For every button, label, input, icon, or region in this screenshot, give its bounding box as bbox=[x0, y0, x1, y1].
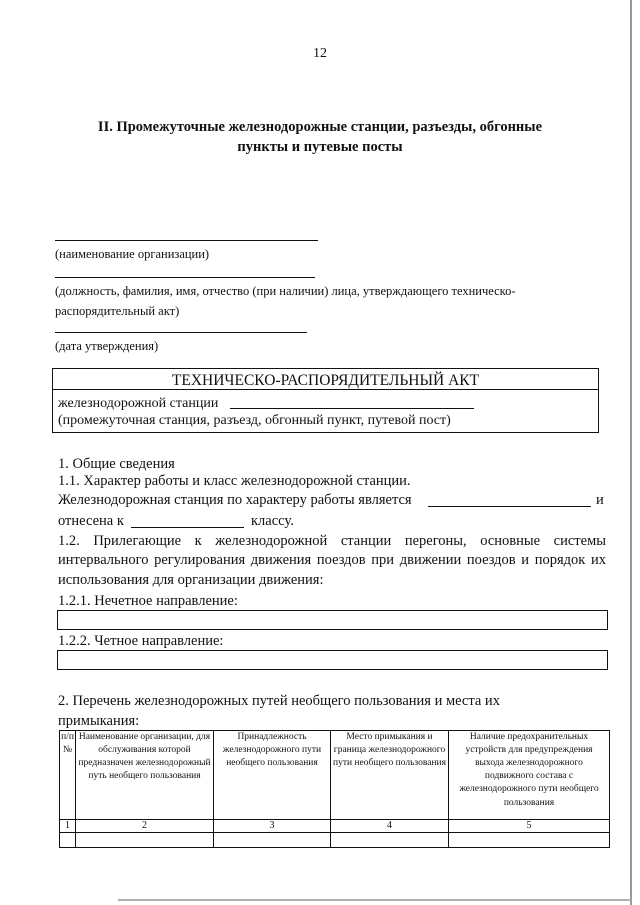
approver-blank-line bbox=[55, 277, 315, 278]
org-name-blank-line bbox=[55, 240, 318, 241]
table-row bbox=[60, 833, 610, 848]
column-header: Место примыкания и граница железнодорожного пути необщего пользования bbox=[331, 731, 449, 820]
item-1-2-line-1: 1.2. Прилегающие к железнодорожной станции перегоны, основные системы bbox=[58, 533, 606, 549]
tracks-table bbox=[59, 730, 610, 848]
column-number: 1 bbox=[60, 820, 76, 833]
tracks-heading-line-1: 2. Перечень железнодорожных путей необщего пользования и места их bbox=[58, 693, 500, 709]
work-type-label: Железнодорожная станция по характеру работы является bbox=[58, 492, 412, 508]
approver-caption-line-2: распорядительный акт) bbox=[55, 304, 180, 318]
table-cell[interactable] bbox=[331, 833, 449, 848]
tracks-heading-line-2: примыкания: bbox=[58, 713, 140, 729]
approval-date-blank-line bbox=[55, 332, 307, 333]
odd-direction-field[interactable] bbox=[57, 610, 608, 630]
page-number: 12 bbox=[313, 46, 327, 61]
approval-date-caption: (дата утверждения) bbox=[55, 339, 159, 353]
item-1-2-line-3: использования для организации движения: bbox=[58, 572, 324, 588]
item-1-1: 1.1. Характер работы и класс железнодорожной станции. bbox=[58, 473, 411, 489]
column-number: 5 bbox=[449, 820, 610, 833]
act-station-label: железнодорожной станции bbox=[58, 396, 219, 411]
org-name-caption: (наименование организации) bbox=[55, 247, 210, 261]
table-cell[interactable] bbox=[214, 833, 331, 848]
column-header: п/п № bbox=[60, 731, 76, 820]
even-direction-label: 1.2.2. Четное направление: bbox=[58, 633, 224, 649]
approver-caption-line-1: (должность, фамилия, имя, отчество (при наличии) лица, утверждающего техническо- bbox=[55, 284, 516, 298]
item-1-2-line-2: интервального регулирования движения поездов при движении поездов и порядок их bbox=[58, 552, 606, 568]
class-suffix: классу. bbox=[251, 513, 294, 529]
column-header: Наличие предохранительных устройств для предупреждения выхода железнодорожного подвижного состава с железнодорожного пути необщего пользования bbox=[449, 731, 610, 820]
table-cell[interactable] bbox=[60, 833, 76, 848]
even-direction-field[interactable] bbox=[57, 650, 608, 670]
table-row-column-numbers bbox=[60, 820, 610, 833]
column-header: Наименование организации, для обслуживания которой предназначен железнодорожный путь необщего пользования bbox=[76, 731, 214, 820]
work-type-blank-line bbox=[428, 506, 591, 507]
table-header-row bbox=[60, 731, 610, 820]
work-type-conjunction: и bbox=[596, 492, 604, 508]
table-cell[interactable] bbox=[449, 833, 610, 848]
odd-direction-label: 1.2.1. Нечетное направление: bbox=[58, 593, 238, 609]
act-title: ТЕХНИЧЕСКО-РАСПОРЯДИТЕЛЬНЫЙ АКТ bbox=[171, 372, 480, 389]
page-edge-shadow-bottom bbox=[118, 899, 631, 901]
class-label: отнесена к bbox=[58, 513, 124, 529]
class-blank-line bbox=[131, 527, 244, 528]
column-number: 3 bbox=[214, 820, 331, 833]
column-number: 4 bbox=[331, 820, 449, 833]
general-heading: 1. Общие сведения bbox=[58, 456, 175, 472]
column-number: 2 bbox=[76, 820, 214, 833]
section-title-line-2: пункты и путевые посты bbox=[237, 139, 403, 155]
section-title-line-1: II. Промежуточные железнодорожные станции, разъезды, обгонные bbox=[97, 119, 543, 135]
column-header: Принадлежность железнодорожного пути необщего пользования bbox=[214, 731, 331, 820]
act-station-types: (промежуточная станция, разъезд, обгонный пункт, путевой пост) bbox=[58, 413, 451, 428]
station-name-blank-line bbox=[230, 408, 474, 409]
table-cell[interactable] bbox=[76, 833, 214, 848]
